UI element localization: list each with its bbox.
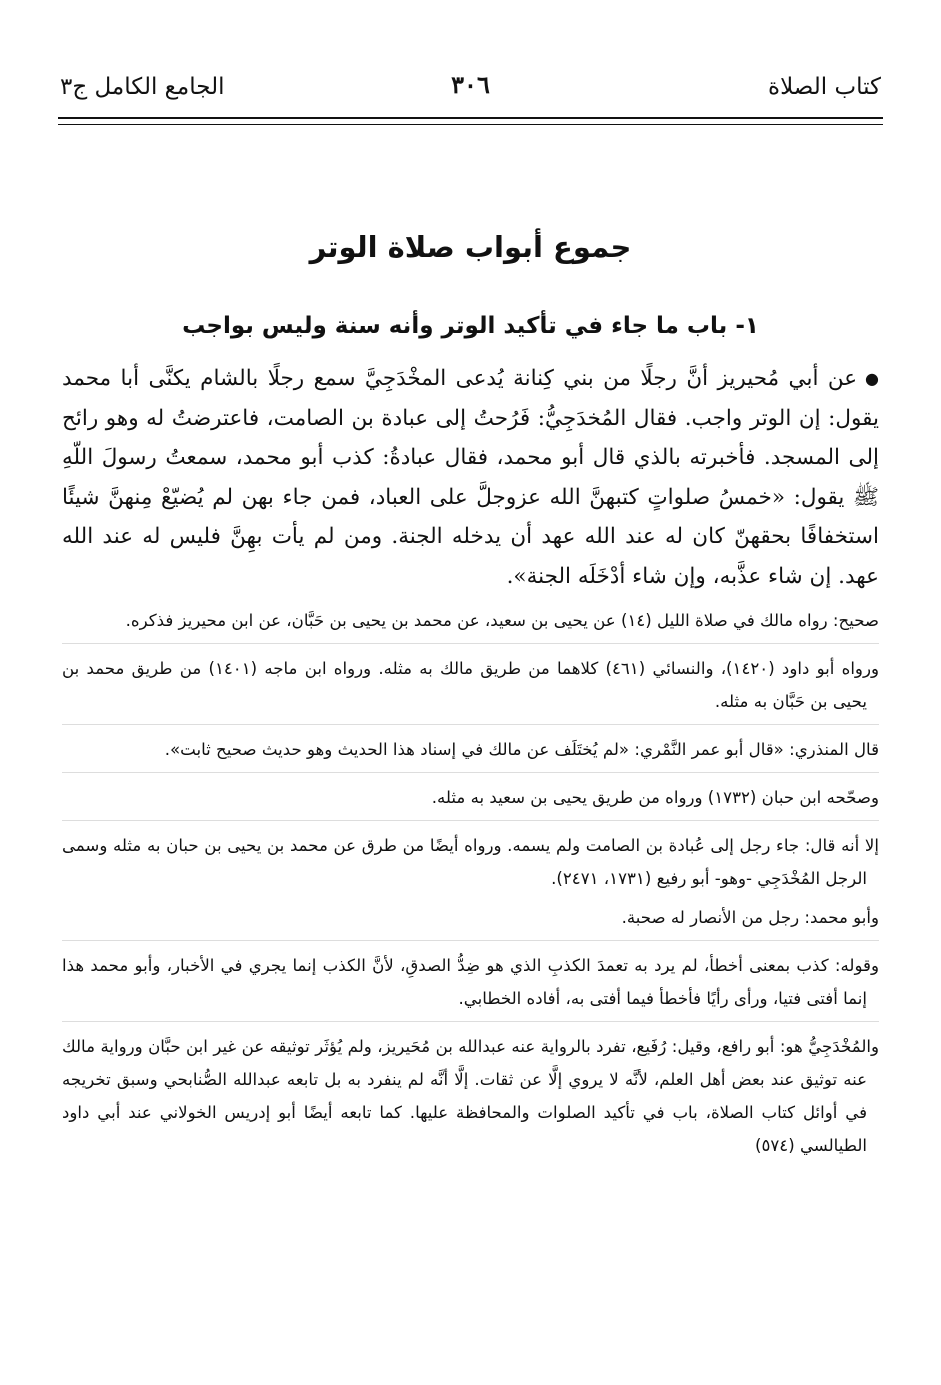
- header-rule-thick: [58, 117, 883, 119]
- note-divider: [62, 1021, 879, 1022]
- note-paragraph: صحيح: رواه مالك في صلاة الليل (١٤) عن يحيى بن سعيد، عن محمد بن يحيى بن حَبَّان، عن ابن محيريز فذكره.: [125, 611, 879, 631]
- note-divider: [62, 643, 879, 644]
- header-book-title: كتاب الصلاة: [768, 74, 881, 100]
- note-divider: [62, 820, 879, 821]
- hadith-text: [62, 359, 879, 596]
- note-paragraph: إلا أنه قال: جاء رجل إلى عُبادة بن الصامت ولم يسمه. ورواه أيضًا من طرق عن محمد بن يحيى بن حبان به مثله وسمى الرجل المُخْدَجِي -وهو- أبو رفيع (١٧٣١، ٢٤٧١).: [62, 836, 879, 889]
- hadith-body: عن أبي مُحيريز أنَّ رجلًا من بني كِنانة يُدعى المخْدَجِيَّ سمع رجلًا بالشام يكنَّى أبا محمد يقول: إن الوتر واجب. فقال المُخدَجِيُّ: فَرُحتُ إلى عبادة بن الصامت، فاعترضتُ له وهو رائح إلى المسجد. فأخبرته بالذي قال أبو محمد، فقال عبادةُ: كذب أبو محمد، سمعتُ رسولَ اللّهِ ﷺ يقول: «خمسُ صلواتٍ كتبهنَّ الله عزوجلَّ على العباد، فمن جاء بهن لم يُضيّعْ مِنهنَّ شيئًا استخفافًا بحقهنّ كان له عند الله عهد أن يدخله الجنة. ومن لم يأت بهِنَّ فليس له عند الله عهد. إن شاء عذَّبه، وإن شاء أدْخَلَه الجنة».: [62, 366, 879, 589]
- bullet-icon: ●: [865, 369, 879, 389]
- note-divider: [62, 724, 879, 725]
- note-divider: [62, 940, 879, 941]
- note-paragraph: قال المنذري: «قال أبو عمر النَّمْري: «لم يُختَلَف عن مالك في إسناد هذا الحديث وهو حديث صحيح ثابت».: [164, 740, 879, 760]
- chapter-title: جموع أبواب صلاة الوتر: [309, 230, 632, 264]
- header-volume-title: الجامع الكامل ج٣: [60, 74, 225, 100]
- section-title: ١- باب ما جاء في تأكيد الوتر وأنه سنة وليس بواجب: [182, 313, 759, 339]
- note-paragraph: ورواه أبو داود (١٤٢٠)، والنسائي (٤٦١) كلاهما من طريق مالك به مثله. ورواه ابن ماجه (١٤٠١) من طريق محمد بن يحيى بن حَبَّان به مثله.: [62, 659, 879, 712]
- note-paragraph: وصحّحه ابن حبان (١٧٣٢) ورواه من طريق يحيى بن سعيد به مثله.: [431, 788, 879, 808]
- note-paragraph: وأبو محمد: رجل من الأنصار له صحبة.: [621, 908, 879, 928]
- page-number: ٣٠٦: [451, 70, 490, 99]
- note-paragraph: وقوله: كذب بمعنى أخطأ، لم يرد به تعمدَ الكذبِ الذي هو ضِدُّ الصدقِ، لأنَّ الكذب إنما يجري في الأخبار، وأبو محمد هذا إنما أفتى فتيا، ورأى رأيًا فأخطأ فيما أفتى به، أفاده الخطابي.: [62, 956, 879, 1009]
- note-paragraph: والمُخْدَجِيُّ هو: أبو رافع، وقيل: رُفَيع، تفرد بالرواية عنه عبدالله بن مُحَيريز، ولم يُؤثَر توثيقه عن غير ابن حبَّان ورواية مالك عنه توثيق عند بعض أهل العلم، لأنَّه لا يروي إلَّا عن ثقات. إلَّا أنَّه لم ينفرد به بل تابعه عبدالله الصُّنابحي وسبق تخريجه في أوائل كتاب الصلاة، باب في تأكيد الصلوات والمحافظة عليها. كما تابعه أيضًا أبو إدريس الخولاني عند أبي داود الطيالسي (٥٧٤): [62, 1037, 879, 1156]
- page-body: [62, 225, 879, 1168]
- running-header: [60, 68, 881, 112]
- header-rule-thin: [58, 124, 883, 125]
- note-divider: [62, 772, 879, 773]
